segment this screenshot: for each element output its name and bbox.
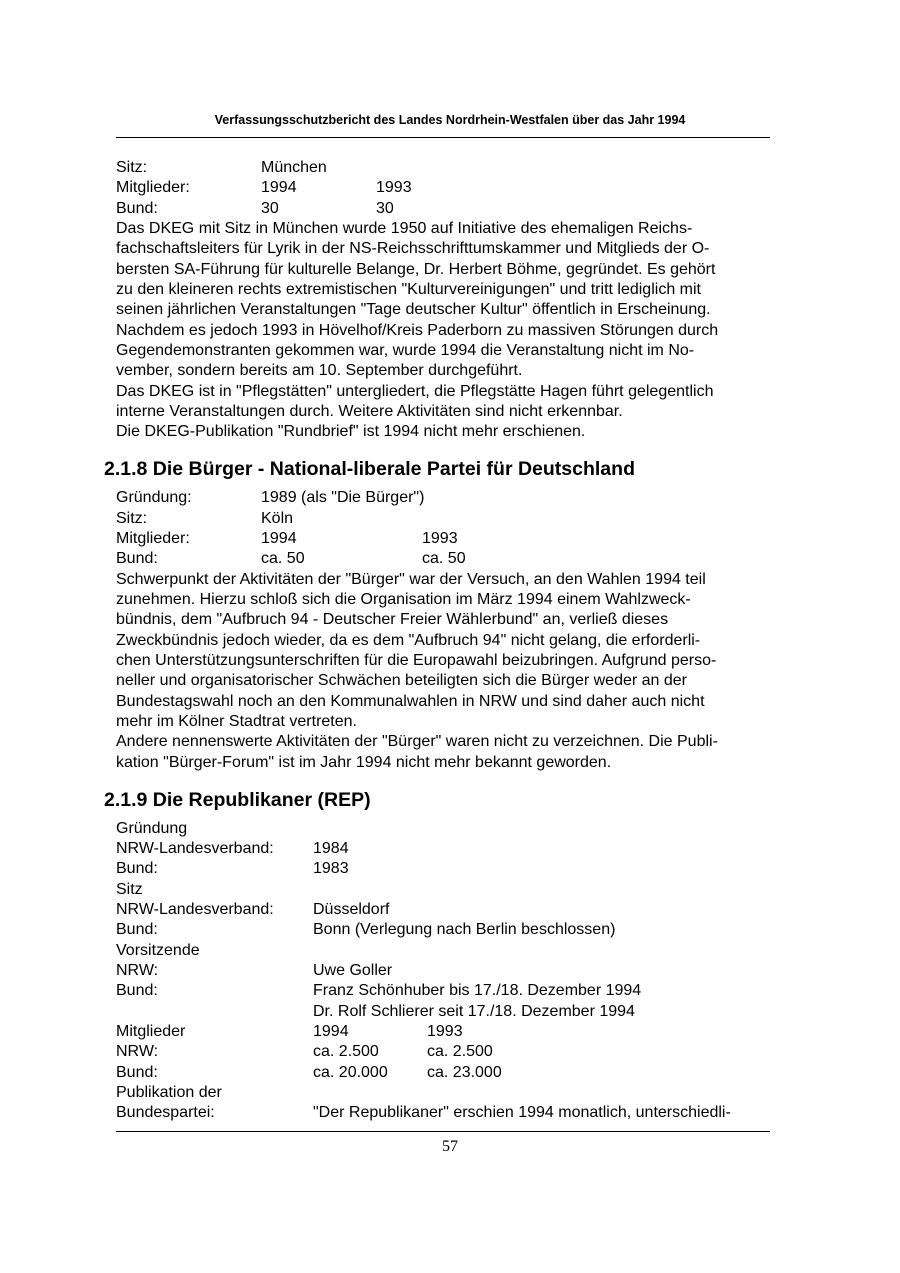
text-line: Das DKEG ist in "Pflegstätten" untergliedert, die Pflegstätte Hagen führt gelegentlich (116, 383, 714, 400)
text-line: vember, sondern bereits am 10. September durchgeführt. (116, 362, 523, 379)
text-line: bersten SA-Führung für kulturelle Belange, Dr. Herbert Böhme, gegründet. Es gehört (116, 261, 716, 278)
fact-value-1994: ca. 50 (261, 550, 305, 567)
text-line: chen Unterstützungsunterschriften für die Europawahl beizubringen. Aufgrund perso- (116, 652, 717, 669)
fact-value: Dr. Rolf Schlierer seit 17./18. Dezember 1994 (313, 1003, 635, 1020)
text-line: neller und organisatorischer Schwächen beteiligten sich die Bürger weder an der (116, 672, 687, 689)
text-line: Das DKEG mit Sitz in München wurde 1950 auf Initiative des ehemaligen Reichs- (116, 220, 693, 237)
fact-label: Bund: (116, 200, 158, 217)
fact-label: Mitglieder: (116, 179, 190, 196)
fact-label: Bund: (116, 1064, 158, 1081)
text-line: seinen jährlichen Veranstaltungen "Tage deutscher Kultur" öffentlich in Erscheinung. (116, 301, 711, 318)
text-line: Bundestagswahl noch an den Kommunalwahlen in NRW und sind daher auch nicht (116, 693, 705, 710)
footer-rule (116, 1131, 770, 1132)
fact-value-1993: 1993 (422, 530, 458, 547)
fact-label: Sitz (116, 881, 143, 898)
text-line: Schwerpunkt der Aktivitäten der "Bürger" war der Versuch, an den Wahlen 1994 teil (116, 571, 706, 588)
fact-label: Bund: (116, 921, 158, 938)
fact-value: Bonn (Verlegung nach Berlin beschlossen) (313, 921, 616, 938)
fact-value: Uwe Goller (313, 962, 393, 979)
text-line: Zweckbündnis jedoch wieder, da es dem "Aufbruch 94" nicht gelang, die erforderli- (116, 632, 701, 649)
text-line: zu den kleineren rechts extremistischen "Kulturvereinigungen" und tritt lediglich mit (116, 281, 701, 298)
text-line: bündnis, dem "Aufbruch 94 - Deutscher Freier Wählerbund" an, verließ dieses (116, 611, 669, 628)
text-line: Gegendemonstranten gekommen war, wurde 1994 die Veranstaltung nicht im No- (116, 342, 695, 359)
fact-value-1993: ca. 50 (422, 550, 466, 567)
text-line: mehr im Kölner Stadtrat vertreten. (116, 713, 357, 730)
fact-value-1994: 1994 (261, 179, 297, 196)
fact-label: Gründung (116, 820, 188, 837)
fact-label: NRW: (116, 1043, 159, 1060)
text-line: fachschaftsleiters für Lyrik in der NS-Reichsschrifttumskammer und Mitglieds der O- (116, 240, 710, 257)
fact-label: Bundespartei: (116, 1104, 215, 1121)
text-line: interne Veranstaltungen durch. Weitere Aktivitäten sind nicht erkennbar. (116, 403, 623, 420)
fact-value-1993: 1993 (376, 179, 412, 196)
text-line: kation "Bürger-Forum" ist im Jahr 1994 nicht mehr bekannt geworden. (116, 754, 612, 771)
fact-value-1993: 1993 (427, 1023, 463, 1040)
fact-value: 1989 (als "Die Bürger") (261, 489, 425, 506)
fact-label: Sitz: (116, 159, 148, 176)
fact-label: Vorsitzende (116, 942, 200, 959)
fact-label: NRW-Landesverband: (116, 901, 274, 918)
fact-label: NRW-Landesverband: (116, 840, 274, 857)
section-heading-buerger: 2.1.8 Die Bürger - National-liberale Partei für Deutschland (104, 458, 635, 480)
fact-label: Mitglieder: (116, 530, 190, 547)
fact-value-1994: 1994 (313, 1023, 349, 1040)
fact-label: Bund: (116, 860, 158, 877)
fact-value-1993: 30 (376, 200, 394, 217)
fact-value: "Der Republikaner" erschien 1994 monatlich, unterschiedli- (313, 1104, 731, 1121)
fact-label: Sitz: (116, 510, 148, 527)
fact-value-1994: ca. 20.000 (313, 1064, 388, 1081)
fact-label: Mitglieder (116, 1023, 186, 1040)
fact-value: Düsseldorf (313, 901, 390, 918)
page-number: 57 (442, 1138, 458, 1155)
fact-value: München (261, 159, 327, 176)
text-line: zunehmen. Hierzu schloß sich die Organisation im März 1994 einem Wahlzweck- (116, 591, 691, 608)
fact-label: Gründung: (116, 489, 192, 506)
fact-value-1993: ca. 2.500 (427, 1043, 493, 1060)
fact-value: Franz Schönhuber bis 17./18. Dezember 1994 (313, 982, 642, 999)
fact-label: Bund: (116, 550, 158, 567)
fact-value: Köln (261, 510, 294, 527)
fact-label: Publikation der (116, 1084, 222, 1101)
text-line: Andere nennenswerte Aktivitäten der "Bürger" waren nicht zu verzeichnen. Die Publi- (116, 733, 718, 750)
fact-value-1993: ca. 23.000 (427, 1064, 502, 1081)
section-heading-rep: 2.1.9 Die Republikaner (REP) (104, 789, 371, 811)
text-line: Nachdem es jedoch 1993 in Hövelhof/Kreis Paderborn zu massiven Störungen durch (116, 322, 719, 339)
header-rule (116, 137, 770, 138)
fact-value: 1983 (313, 860, 349, 877)
running-header: Verfassungsschutzbericht des Landes Nordrhein-Westfalen über das Jahr 1994 (214, 113, 686, 127)
fact-value-1994: 1994 (261, 530, 297, 547)
fact-value: 1984 (313, 840, 349, 857)
fact-value-1994: ca. 2.500 (313, 1043, 379, 1060)
fact-label: Bund: (116, 982, 158, 999)
fact-value-1994: 30 (261, 200, 279, 217)
text-line: Die DKEG-Publikation "Rundbrief" ist 1994 nicht mehr erschienen. (116, 423, 586, 440)
fact-label: NRW: (116, 962, 159, 979)
